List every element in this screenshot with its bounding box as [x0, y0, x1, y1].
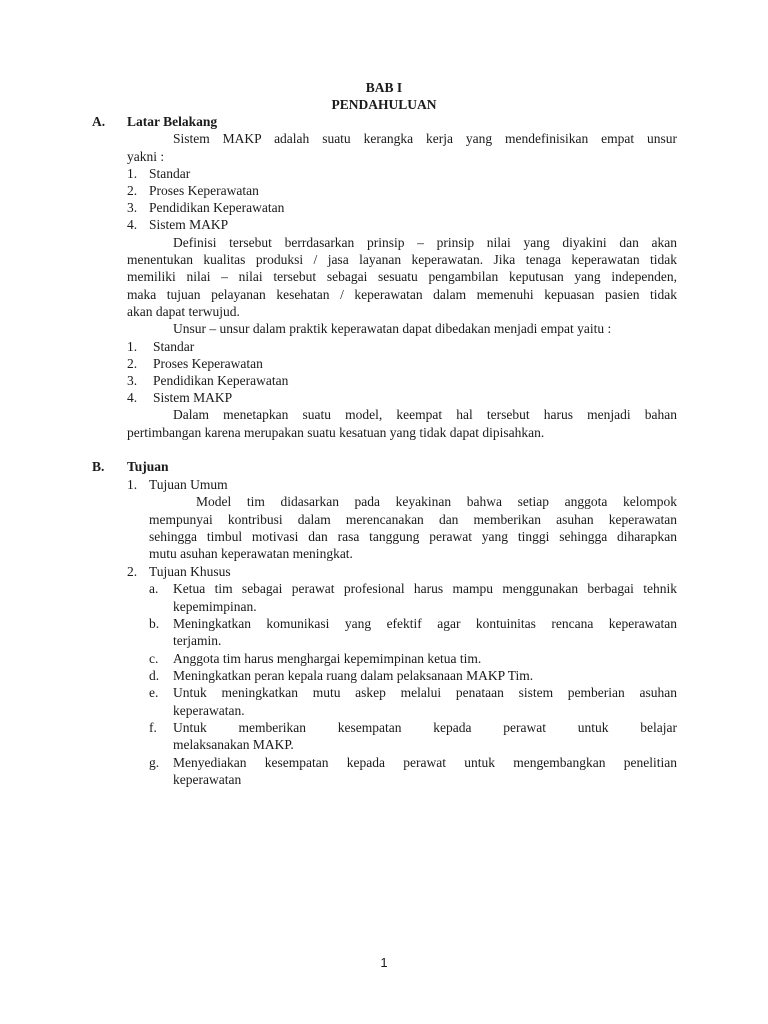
list1-number: 2. — [127, 183, 138, 198]
tujuan-khusus-line: Menyediakan kesempatan kepada perawat untuk mengembangkan penelitian — [173, 755, 677, 770]
list2-item: Pendidikan Keperawatan — [153, 373, 289, 388]
tujuan-khusus-line: keperawatan. — [173, 703, 245, 718]
tujuan-khusus-letter: b. — [149, 616, 160, 631]
list1-item: Pendidikan Keperawatan — [149, 200, 285, 215]
tujuan-umum-line: mutu asuhan keperawatan meningkat. — [149, 546, 353, 561]
tujuan-khusus-line: kepemimpinan. — [173, 599, 257, 614]
section-b-heading: Tujuan — [127, 459, 169, 474]
definition-line: akan dapat terwujud. — [127, 304, 240, 319]
closing-line: pertimbangan karena merupakan suatu kesatuan yang tidak dapat dipisahkan. — [127, 425, 545, 440]
section-a-marker: A. — [92, 114, 106, 129]
tujuan-khusus-line: Meningkatkan komunikasi yang efektif agar kontuinitas rencana keperawatan — [173, 616, 677, 631]
list1-item: Standar — [149, 166, 191, 181]
unsur-line: Unsur – unsur dalam praktik keperawatan dapat dibedakan menjadi empat yaitu : — [173, 321, 612, 336]
definition-line: Definisi tersebut berrdasarkan prinsip – prinsip nilai yang diyakini dan akan — [173, 235, 677, 250]
tujuan-khusus-line: keperawatan — [173, 772, 242, 787]
tujuan-umum-title: Tujuan Umum — [149, 477, 228, 492]
definition-line: maka tujuan pelayanan kesehatan / keperawatan dalam memenuhi kepuasan pasien tidak — [127, 287, 677, 302]
list2-number: 3. — [127, 373, 138, 388]
tujuan-umum-line: sehingga timbul motivasi dan rasa tanggung perawat yang tinggi sehingga diharapkan — [149, 529, 677, 544]
chapter-title: PENDAHULUAN — [331, 97, 437, 112]
list2-item: Sistem MAKP — [153, 390, 233, 405]
tujuan-khusus-line: Meningkatkan peran kepala ruang dalam pelaksanaan MAKP Tim. — [173, 668, 534, 683]
tujuan-khusus-number: 2. — [127, 564, 138, 579]
tujuan-khusus-line: Untuk meningkatkan mutu askep melalui penataan sistem pemberian asuhan — [173, 685, 677, 700]
list1-item: Proses Keperawatan — [149, 183, 259, 198]
definition-line: memiliki nilai – nilai tersebut sebagai sesuatu pengambilan keputusan yang independen, — [127, 269, 677, 284]
closing-line: Dalam menetapkan suatu model, keempat hal tersebut harus menjadi bahan — [173, 407, 677, 422]
page-number: 1 — [380, 955, 388, 970]
intro-line: Sistem MAKP adalah suatu kerangka kerja yang mendefinisikan empat unsur — [173, 131, 677, 146]
tujuan-khusus-letter: g. — [149, 755, 160, 770]
tujuan-umum-line: Model tim didasarkan pada keyakinan bahwa setiap anggota kelompok — [196, 494, 677, 509]
list2-item: Proses Keperawatan — [153, 356, 263, 371]
tujuan-umum-line: mempunyai kontribusi dalam merencanakan dan memberikan asuhan keperawatan — [149, 512, 677, 527]
list2-number: 1. — [127, 339, 138, 354]
list2-number: 4. — [127, 390, 138, 405]
section-a-heading: Latar Belakang — [127, 114, 218, 129]
tujuan-khusus-line: Untuk memberikan kesempatan kepada perawat untuk belajar — [173, 720, 677, 735]
list1-item: Sistem MAKP — [149, 217, 229, 232]
chapter-number: BAB I — [365, 80, 403, 95]
list1-number: 3. — [127, 200, 138, 215]
list2-item: Standar — [153, 339, 195, 354]
definition-line: menentukan kualitas produksi / jasa layanan keperawatan. Jika tenaga keperawatan tidak — [127, 252, 677, 267]
list1-number: 4. — [127, 217, 138, 232]
tujuan-khusus-title: Tujuan Khusus — [149, 564, 231, 579]
list1-number: 1. — [127, 166, 138, 181]
tujuan-khusus-line: Ketua tim sebagai perawat profesional harus mampu menggunakan berbagai tehnik — [173, 581, 677, 596]
tujuan-khusus-line: terjamin. — [173, 633, 222, 648]
tujuan-khusus-line: melaksanakan MAKP. — [173, 737, 294, 752]
intro-line: yakni : — [127, 149, 165, 164]
tujuan-khusus-letter: a. — [149, 581, 159, 596]
tujuan-khusus-line: Anggota tim harus menghargai kepemimpinan ketua tim. — [173, 651, 482, 666]
list2-number: 2. — [127, 356, 138, 371]
tujuan-umum-number: 1. — [127, 477, 138, 492]
tujuan-khusus-letter: c. — [149, 651, 159, 666]
tujuan-khusus-letter: e. — [149, 685, 159, 700]
section-b-marker: B. — [92, 459, 105, 474]
tujuan-khusus-letter: f. — [149, 720, 157, 735]
tujuan-khusus-letter: d. — [149, 668, 160, 683]
